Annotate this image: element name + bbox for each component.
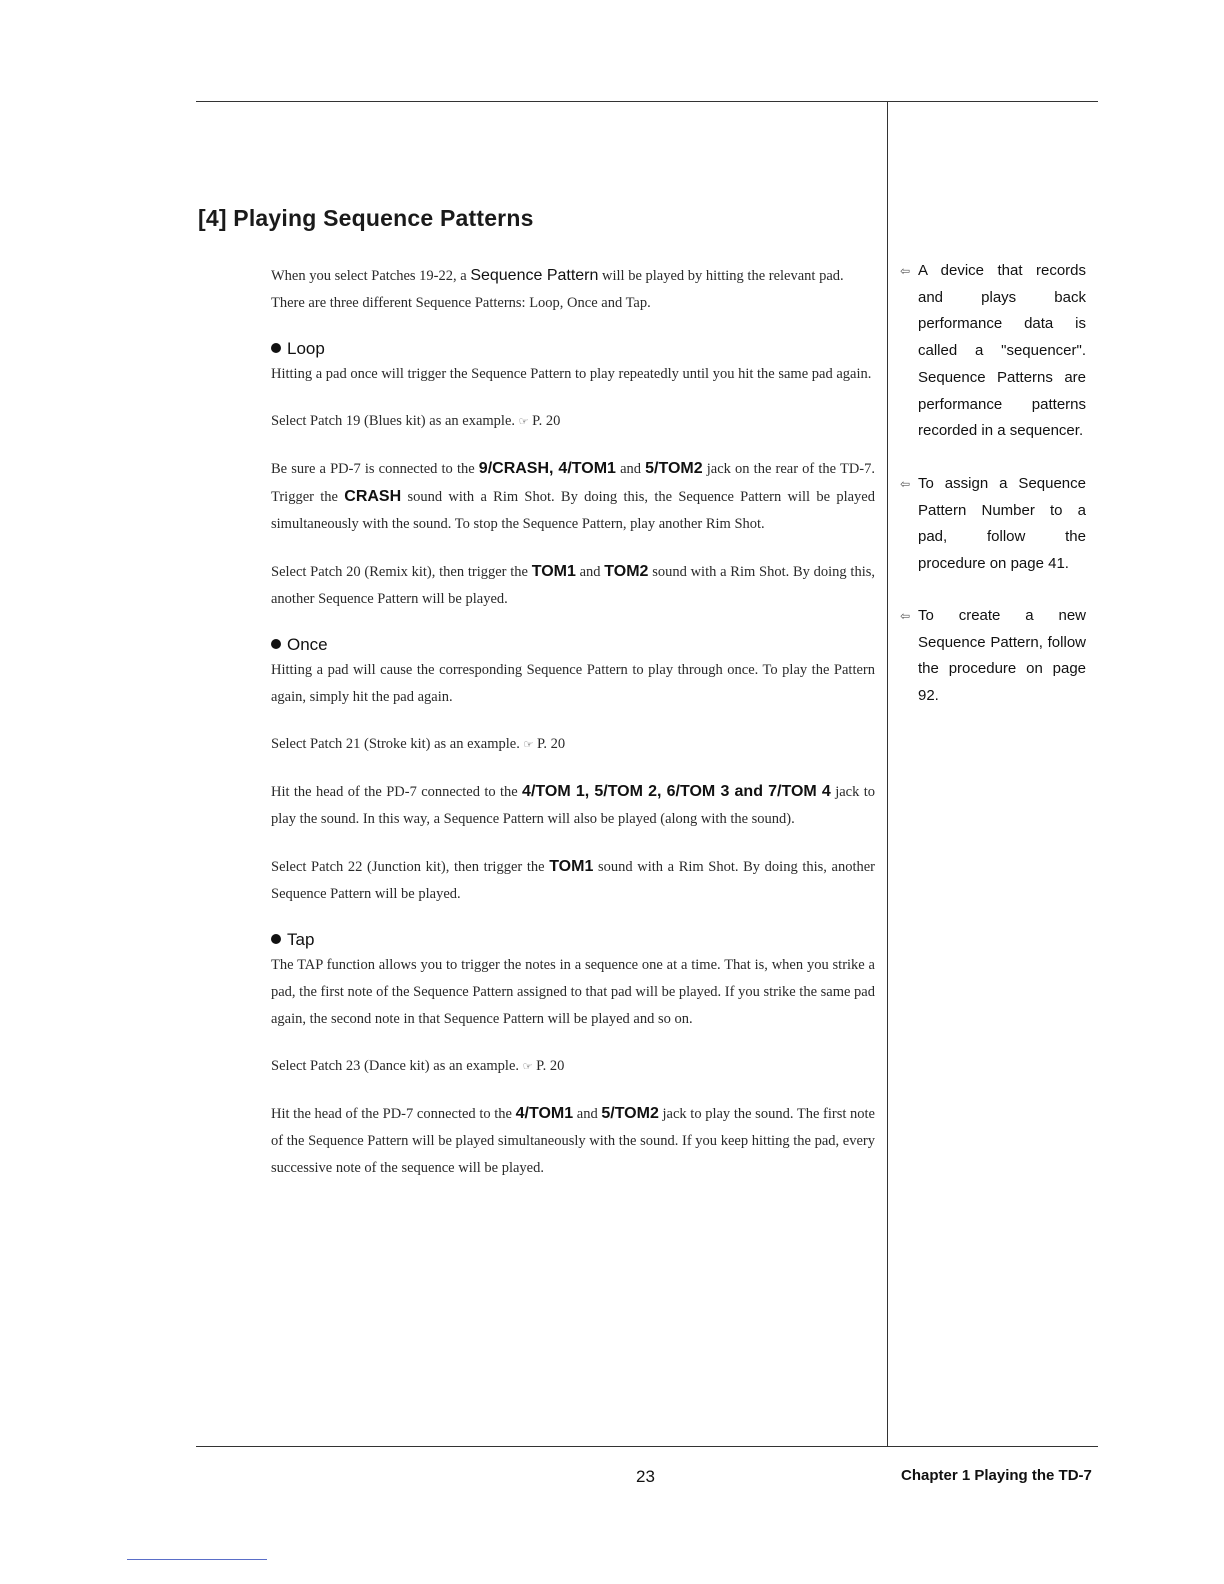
tap-description: The TAP function allows you to trigger the notes in a sequence one at a time. That is, when you strike a pad, the first note of the Sequence Pattern assigned to that pad will be played. If you strike the same pad again, the second note in that Sequence Pattern will be played and so on. bbox=[271, 957, 875, 1027]
sidebar-note-sequencer: ⇦ A device that records and plays back performance data is called a "sequencer". Sequence Patterns are performance patterns recorded in a sequencer. bbox=[900, 258, 1086, 445]
pointing-hand-icon: ☞ bbox=[523, 738, 534, 751]
tap-heading: Tap bbox=[271, 928, 875, 952]
sidebar-note-create: ⇦ To create a new Sequence Pattern, follow the procedure on page 92. bbox=[900, 603, 1086, 710]
loop-heading: Loop bbox=[271, 337, 875, 361]
loop-instructions: Be sure a PD-7 is connected to the 9/CRASH, 4/TOM1 and 5/TOM2 jack on the rear of the TD-7. Trigger the CRASH sound with a Rim Shot. By doing this, the Sequence Pattern will be played simultaneously with the sound. To stop the Sequence Pattern, play another Rim Shot. bbox=[271, 460, 876, 532]
loop-remix: Select Patch 20 (Remix kit), then trigger the TOM1 and TOM2 sound with a Rim Shot. By doing this, another Sequence Pattern will be played. bbox=[271, 563, 875, 607]
page-number: 23 bbox=[636, 1467, 655, 1486]
bottom-rule bbox=[196, 1446, 1098, 1447]
once-example: Select Patch 21 (Stroke kit) as an example. ☞ P. 20 bbox=[271, 736, 566, 752]
once-instructions: Hit the head of the PD-7 connected to the 4/TOM 1, 5/TOM 2, 6/TOM 3 and 7/TOM 4 jack to play the sound. In this way, a Sequence Pattern will also be played (along with the sound). bbox=[271, 783, 875, 827]
once-heading: Once bbox=[271, 633, 875, 657]
pointing-hand-icon: ☞ bbox=[522, 1060, 533, 1073]
loop-description: Hitting a pad once will trigger the Sequence Pattern to play repeatedly until you hit the same pad again. bbox=[271, 366, 872, 382]
bullet-icon bbox=[271, 934, 281, 944]
main-content bbox=[271, 262, 875, 1182]
intro-paragraph: When you select Patches 19-22, a Sequence Pattern will be played by hitting the relevant pad. There are three different Sequence Patterns: Loop, Once and Tap. bbox=[271, 267, 844, 311]
pointing-hand-icon: ☞ bbox=[518, 415, 529, 428]
bullet-icon bbox=[271, 639, 281, 649]
top-rule bbox=[196, 101, 1098, 102]
note-arrow-icon: ⇦ bbox=[900, 264, 911, 278]
page-title: [4] Playing Sequence Patterns bbox=[198, 205, 534, 231]
margin-divider bbox=[887, 101, 888, 1446]
scan-edge-line bbox=[127, 1559, 267, 1560]
bullet-icon bbox=[271, 343, 281, 353]
note-arrow-icon: ⇦ bbox=[900, 477, 911, 491]
chapter-label: Chapter 1 Playing the TD-7 bbox=[901, 1467, 1092, 1484]
tap-example: Select Patch 23 (Dance kit) as an example. ☞ P. 20 bbox=[271, 1058, 565, 1074]
loop-example: Select Patch 19 (Blues kit) as an example. ☞ P. 20 bbox=[271, 413, 561, 429]
once-description: Hitting a pad will cause the corresponding Sequence Pattern to play through once. To play the Pattern again, simply hit the pad again. bbox=[271, 662, 875, 705]
sidebar-note-assign: ⇦ To assign a Sequence Pattern Number to a pad, follow the procedure on page 41. bbox=[900, 471, 1086, 578]
tap-instructions: Hit the head of the PD-7 connected to the 4/TOM1 and 5/TOM2 jack to play the sound. The first note of the Sequence Pattern will be played simultaneously with the sound. If you keep hitting the pad, every successive note of the sequence will be played. bbox=[271, 1105, 875, 1176]
once-junction: Select Patch 22 (Junction kit), then trigger the TOM1 sound with a Rim Shot. By doing this, another Sequence Pattern will be played. bbox=[271, 858, 876, 902]
note-arrow-icon: ⇦ bbox=[900, 609, 911, 623]
